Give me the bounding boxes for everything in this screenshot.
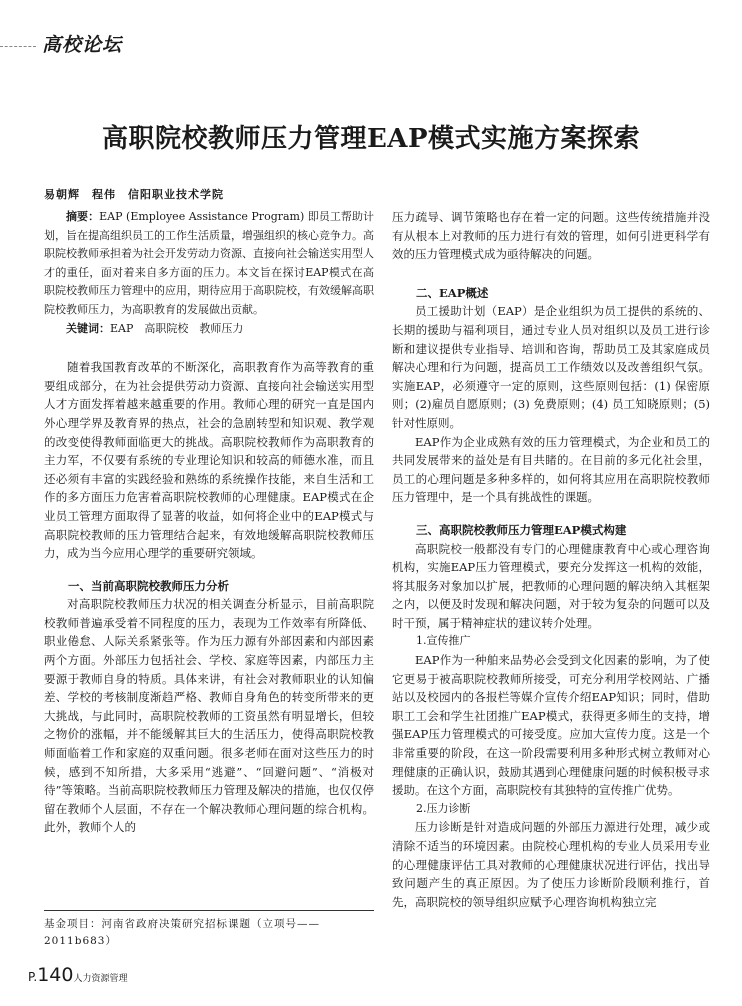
subsection1-heading: 1.宣传推广	[416, 634, 471, 648]
header-dotted-rule	[0, 46, 36, 47]
section3-paragraph: 高职院校一般都没有专门的心理健康教育中心或心理咨询机构，实施EAP压力管理模式，要充分发挥这一机构的效能，将其服务对象加以扩展，把教师的心理问题的解决纳入其框架之内，以便及时发现和解决问题，对于较为复杂的问题可以及时干预，属于精神症状的建议转介处理。	[392, 541, 710, 630]
section2-paragraph-1: 员工援助计划（EAP）是企业组织为员工提供的系统的、长期的援助与福利项目，通过专业人员对组织以及员工进行诊断和建议提供专业指导、培训和咨询，帮助员工及其家庭成员解决心理和行为问题，提高员工工作绩效以及改善组织气氛。实施EAP，必须遵守一定的原则，这些原则包括：(1) 保密原则；(2)雇员自愿原则；(3) 免费原则；(4) 员工知晓原则；(5) 针对性原则。	[392, 304, 710, 430]
right-column	[392, 208, 710, 911]
section1-paragraph: 对高职院校教师压力状况的相关调查分析显示，目前高职院校教师普遍承受着不同程度的压力，表现为工作效率有所降低、职业倦怠、人际关系紧张等。作为压力源有外部因素和内部因素两个方面。外部压力包括社会、学校、家庭等因素，内部压力主要源于教师自身的特质。具体来讲，有社会对教师职业的认知偏差、学校的考核制度渐趋严格、教师自身角色的转变所带来的更大挑战，与此同时，高职院校教师的工资虽然有明显增长，但较之物价的涨幅，并不能缓解其巨大的生活压力，使得高职院校教师面临着工作和家庭的双重问题。很多老师在面对这些压力的时候，感到不知所措，大多采用“逃避”、“回避问题”、“消极对待”等策略。当前高职院校教师压力管理及解决的措施，也仅仅停留在教师个人层面，不存在一个解决教师心理问题的综合机构。此外，教师个人的	[44, 597, 374, 835]
keywords-text: EAP 高职院校 教师压力	[110, 321, 244, 335]
section2-heading: 二、EAP概述	[416, 285, 489, 300]
keywords	[44, 320, 374, 339]
page-number	[28, 964, 127, 986]
magazine-name: 人力资源管理	[73, 974, 128, 984]
section1-heading: 一、当前高职院校教师压力分析	[68, 578, 229, 593]
section-tag: 高校论坛	[42, 34, 123, 56]
subsection2-paragraph: 压力诊断是针对造成问题的外部压力源进行处理，减少或清除不适当的环境因素。由院校心理机构的专业人员采用专业的心理健康评估工具对教师的心理健康状况进行评估，找出导致问题产生的真正原因。为了使压力诊断阶段顺利推行，首先，高职院校的领导组织应赋予心理咨询机构独立完	[392, 820, 710, 909]
article-title: 高职院校教师压力管理EAP模式实施方案探索	[101, 124, 641, 154]
keywords-label: 关键词：	[66, 321, 110, 335]
abstract	[44, 208, 374, 320]
intro-paragraph: 随着我国教育改革的不断深化，高职教育作为高等教育的重要组成部分，在为社会提供劳动力资源、直接向社会输送实用型人才方面发挥着越来越重要的作用。教师心理的研究一直是国内外心理学界及教育界的热点，社会的急剧转型和知识观、教学观的改变使得教师面临更大的挑战。高职院校教师作为高职教育的主力军，不仅要有系统的专业理论知识和较高的师德水准，而且还必须有丰富的实践经验和熟练的系统操作技能，来自生活和工作的多方面压力危害着高职院校教师的心理健康。EAP模式在企业员工管理方面取得了显著的收益，如何将企业中的EAP模式与高职院校教师的压力管理结合起来，有效地缓解高职院校教师压力，成为当今应用心理学的重要研究领域。	[44, 360, 374, 561]
page-number-value: 140	[37, 964, 74, 986]
right-continuation: 压力疏导、调节策略也存在着一定的问题。这些传统措施并没有从根本上对教师的压力进行有效的管理，如何引进更科学有效的压力管理模式成为亟待解决的问题。	[392, 210, 710, 262]
article-authors: 易朝辉 程伟 信阳职业技术学院	[44, 188, 224, 201]
page-number-prefix: P.	[28, 970, 38, 984]
footnote-rule	[44, 910, 374, 911]
abstract-label: 摘要：	[66, 210, 100, 223]
subsection1-paragraph: EAP作为一种舶来品势必会受到文化因素的影响，为了使它更易于被高职院校教师所接受，可充分利用学校网站、广播站以及校园内的各报栏等媒介宣传介绍EAP知识；同时，借助职工工会和学生社团推广EAP模式，获得更多师生的支持，增强EAP压力管理模式的可接受度。应加大宣传力度。这是一个非常重要的阶段，在这一阶段需要利用多种形式树立教师对心理健康的正确认识，鼓励其遇到心理健康问题的时候积极寻求援助。在这个方面，高职院校有其独特的宣传推广优势。	[392, 653, 710, 798]
footnote: 基金项目：河南省政府决策研究招标课题（立项号——2011b683）	[44, 918, 320, 947]
abstract-text: EAP (Employee Assistance Program) 即员工帮助计划，旨在提高组织员工的工作生活质量，增强组织的核心竞争力。高职院校教师承担着为社会开发劳动力资源、直接向社会输送实用型人才的重任，面对着来自多方面的压力。本文旨在探讨EAP模式在高职院校教师压力管理中的应用，期待应用于高职院校，有效缓解高职院校教师压力，为高职教育的发展做出贡献。	[44, 210, 374, 316]
section3-heading: 三、高职院校教师压力管理EAP模式构建	[416, 522, 627, 537]
left-column	[44, 208, 374, 837]
subsection2-heading: 2.压力诊断	[416, 801, 471, 815]
section2-paragraph-2: EAP作为企业成熟有效的压力管理模式，为企业和员工的共同发展带来的益处是有目共睹的。在目前的多元化社会里，员工的心理问题是多种多样的，如何将其应用在高职院校教师压力管理中，是一个具有挑战性的课题。	[392, 434, 710, 505]
